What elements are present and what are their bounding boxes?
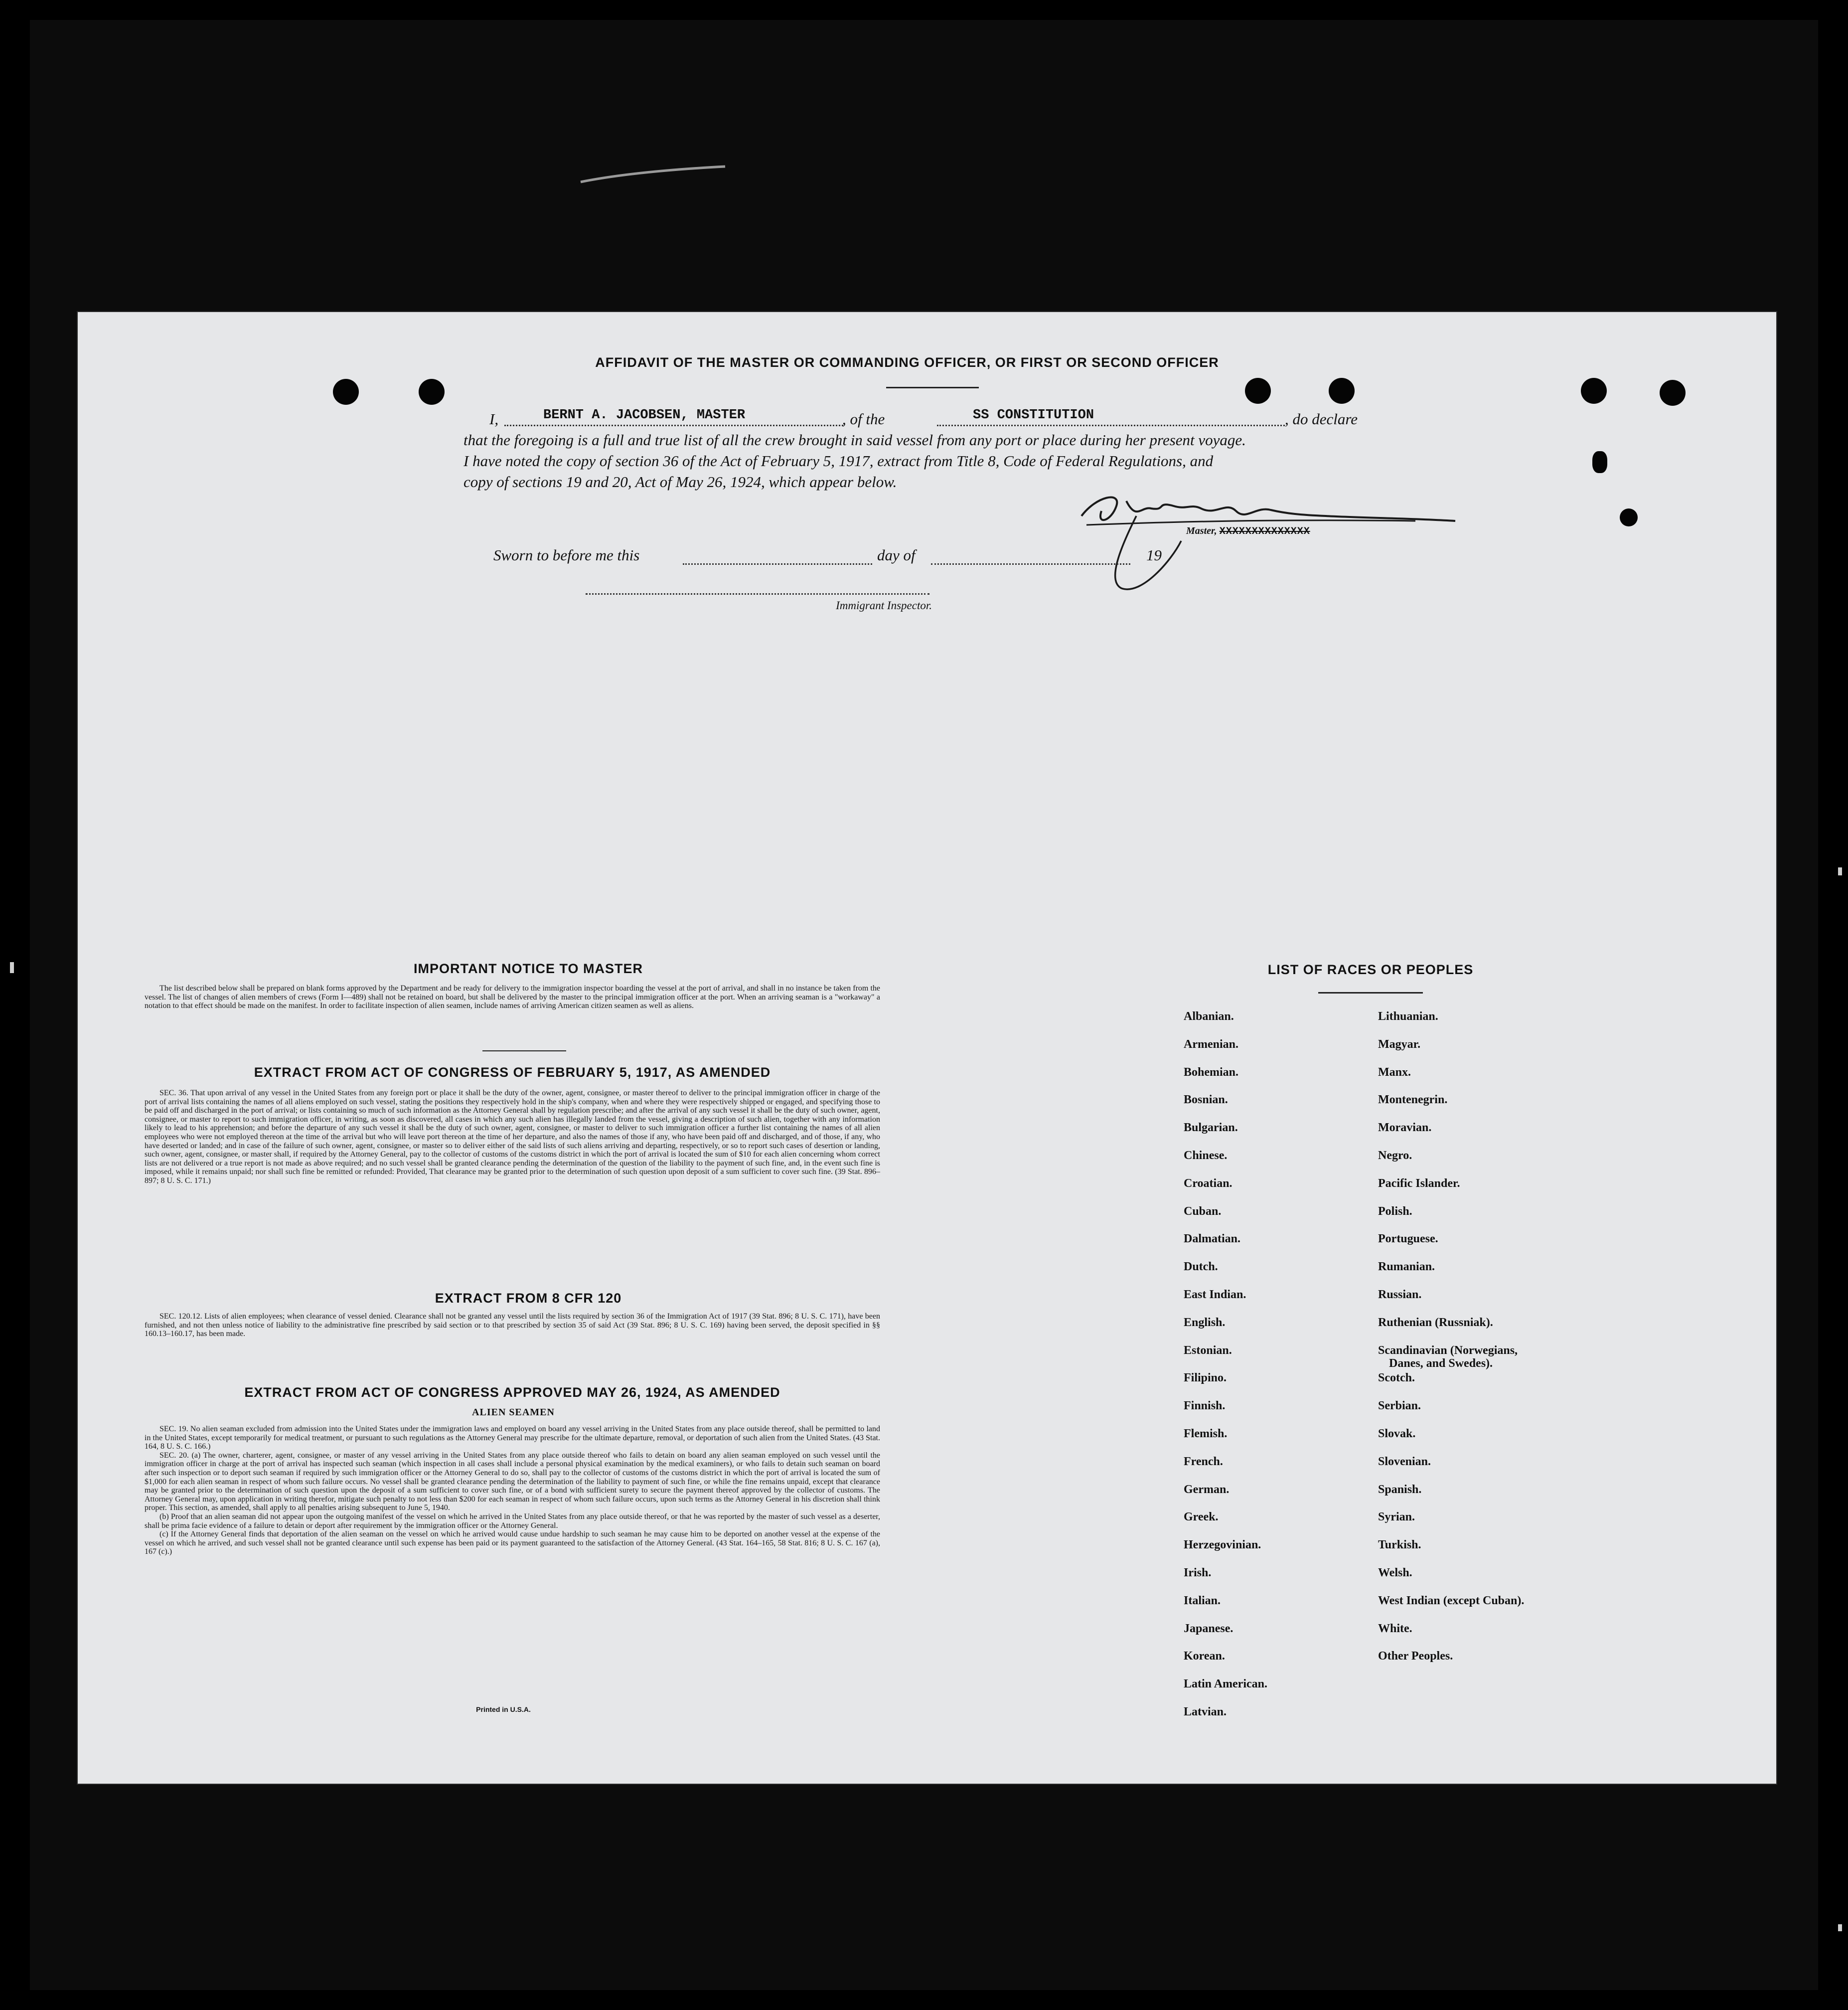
day-of-text: day of	[877, 546, 916, 564]
race-item: Albanian.	[1184, 1010, 1234, 1023]
inspector-label: Immigrant Inspector.	[836, 599, 932, 612]
notice-divider	[482, 1050, 566, 1051]
races-divider	[1318, 992, 1423, 994]
race-item: Spanish.	[1378, 1483, 1422, 1496]
extract-1917-body	[145, 1089, 880, 1185]
race-item: Dalmatian.	[1184, 1232, 1240, 1246]
text-i: I,	[489, 410, 499, 428]
extract-1917-title: EXTRACT FROM ACT OF CONGRESS OF FEBRUARY 5, 1917, AS AMENDED	[254, 1065, 771, 1080]
race-item: Pacific Islander.	[1378, 1176, 1460, 1190]
race-item: Danes, and Swedes).	[1389, 1356, 1493, 1370]
race-item: Manx.	[1378, 1065, 1411, 1079]
extract-1924-body	[145, 1425, 880, 1556]
race-item: Estonian.	[1184, 1343, 1232, 1357]
race-item: Welsh.	[1378, 1566, 1412, 1579]
text-of-the: , of the	[842, 410, 885, 428]
vessel-name: SS CONSTITUTION	[973, 408, 1094, 423]
punch-hole	[1660, 380, 1686, 406]
struck-titles: XXXXXXXXXXXXXX	[1219, 526, 1310, 537]
race-item: Bosnian.	[1184, 1093, 1228, 1107]
race-item: Syrian.	[1378, 1510, 1415, 1524]
stray-pen-mark	[578, 165, 728, 184]
sec-120-paragraph: SEC. 120.12. Lists of alien employees; when clearance of vessel denied. Clearance shall not be granted any vessel until the lists required by section 36 of the Immigration Act of 1917 (39 Stat. 896; 8 U. S. C. 171), have been furnished, and not then unless notice of liability to the administrative fine prescribed by said section or to that prescribed by section 35 of said Act (39 Stat. 896; 8 U. S. C. 169) having been served, the deposit specified in §§ 160.13–160.17, has been made.	[145, 1312, 880, 1339]
race-item: Chinese.	[1184, 1149, 1228, 1162]
affidavit-title: AFFIDAVIT OF THE MASTER OR COMMANDING OFFICER, OR FIRST OR SECOND OFFICER	[595, 355, 1219, 370]
race-item: East Indian.	[1184, 1288, 1246, 1301]
race-item: Filipino.	[1184, 1371, 1227, 1385]
printed-in-usa: Printed in U.S.A.	[476, 1705, 531, 1713]
race-item: Flemish.	[1184, 1427, 1228, 1440]
race-item: Turkish.	[1378, 1538, 1421, 1552]
race-item: Finnish.	[1184, 1399, 1226, 1413]
races-title: LIST OF RACES OR PEOPLES	[1267, 962, 1474, 977]
affidavit-line-2: that the foregoing is a full and true list of all the crew brought in said vessel from any port or place during her present voyage.	[463, 431, 1246, 449]
race-item: Ruthenian (Russniak).	[1378, 1316, 1493, 1329]
race-item: Herzegovinian.	[1184, 1538, 1261, 1552]
race-item: Slovak.	[1378, 1427, 1416, 1440]
affidavit-line-4: copy of sections 19 and 20, Act of May 26, 1924, which appear below.	[463, 473, 897, 491]
sworn-text: Sworn to before me this	[493, 546, 640, 564]
notice-title: IMPORTANT NOTICE TO MASTER	[414, 961, 643, 976]
title-divider	[886, 387, 979, 388]
race-item: Montenegrin.	[1378, 1093, 1448, 1107]
race-item: White.	[1378, 1622, 1412, 1635]
race-item: Latvian.	[1184, 1705, 1227, 1718]
race-item: Greek.	[1184, 1510, 1219, 1524]
signer-label: Master,	[1186, 525, 1217, 536]
affidavit-line-3: I have noted the copy of section 36 of the Act of February 5, 1917, extract from Title 8, Code of Federal Regulations, and	[463, 452, 1214, 470]
race-item: Dutch.	[1184, 1260, 1218, 1274]
race-item: Bulgarian.	[1184, 1121, 1238, 1135]
inspector-signature-line	[586, 593, 929, 595]
race-item: Magyar.	[1378, 1037, 1421, 1051]
master-signature	[1067, 486, 1465, 601]
race-item: West Indian (except Cuban).	[1378, 1594, 1525, 1607]
sworn-line	[493, 546, 1171, 568]
punch-hole	[1329, 378, 1355, 404]
extract-1924-title: EXTRACT FROM ACT OF CONGRESS APPROVED MAY 26, 1924, AS AMENDED	[244, 1385, 780, 1400]
race-item: Cuban.	[1184, 1204, 1222, 1218]
sec-20b-paragraph: (b) Proof that an alien seaman did not appear upon the outgoing manifest of the vessel on which he arrived in the United States from any place outside thereof, or that he was reported by the master of such vessel as a deserter, shall be prima facie evidence of a failure to detain or deport after requirement by the immigration officer or the Attorney General.	[145, 1512, 880, 1530]
race-item: Korean.	[1184, 1650, 1225, 1663]
race-item: Moravian.	[1378, 1121, 1432, 1135]
race-item: Japanese.	[1184, 1622, 1233, 1635]
race-item: French.	[1184, 1455, 1223, 1468]
race-item: Scandinavian (Norwegians,	[1378, 1343, 1518, 1357]
race-item: Polish.	[1378, 1204, 1412, 1218]
race-item: Rumanian.	[1378, 1260, 1435, 1274]
sworn-month-field	[931, 550, 1130, 565]
race-item: Russian.	[1378, 1288, 1422, 1301]
race-item: Italian.	[1184, 1594, 1221, 1607]
document-sheet	[78, 312, 1776, 1784]
race-item: Armenian.	[1184, 1037, 1238, 1051]
edge-mark	[10, 962, 14, 973]
race-item: Bohemian.	[1184, 1065, 1239, 1079]
race-item: Negro.	[1378, 1149, 1412, 1162]
punch-hole	[1245, 378, 1271, 404]
race-item: English.	[1184, 1316, 1226, 1329]
text-declare: , do declare	[1285, 410, 1358, 428]
race-item: Latin American.	[1184, 1677, 1267, 1691]
extract-8cfr-body	[145, 1312, 880, 1339]
master-signature-label	[1186, 525, 1395, 537]
sec-20a-paragraph: SEC. 20. (a) The owner, charterer, agent, consignee, or master of any vessel arriving in the United States from any place outside thereof who fails to detain on board any alien seaman employed on such vessel until the immigration officer in charge at the port of arrival has inspected such seaman (which inspection in all cases shall include a personal physical examination by the medical examiners), or who fails to detain such seaman on board after such inspection or to deport such seaman if required by such immigration officer or the Attorney General to do so, shall pay to the collector of customs of the customs district in which the port of arrival is located the sum of $1,000 for each alien seaman in respect of whom such failure occurs. No vessel shall be granted clearance pending the determination of the liability to payment of such fine, or while the fine remains unpaid, except that clearance may be granted prior to the determination of such question upon the deposit of a sum sufficient to cover such fine, or of a bond with sufficient surety to secure the payment thereof approved by the collector of customs. The Attorney General may, upon application in writing therefor, mitigate such penalty to not less than $200 for each seaman in respect of whom such failure occurs, upon such terms as the Attorney General in his discretion shall think proper. This section, as amended, shall apply to all penalties arising subsequent to June 5, 1940.	[145, 1451, 880, 1512]
race-item: Other Peoples.	[1378, 1650, 1453, 1663]
ink-mark	[1592, 451, 1607, 473]
punch-hole	[333, 379, 359, 405]
race-item: Irish.	[1184, 1566, 1212, 1579]
extract-8cfr-title: EXTRACT FROM 8 CFR 120	[435, 1291, 622, 1306]
declarant-line	[463, 409, 1405, 430]
edge-mark	[1838, 867, 1842, 875]
race-item: Lithuanian.	[1378, 1010, 1438, 1023]
race-item: Croatian.	[1184, 1176, 1232, 1190]
master-name: BERNT A. JACOBSEN, MASTER	[543, 408, 746, 423]
punch-hole	[1581, 378, 1607, 404]
race-item: Slovenian.	[1378, 1455, 1431, 1468]
race-item: Portuguese.	[1378, 1232, 1438, 1246]
race-item: Serbian.	[1378, 1399, 1421, 1413]
race-item: German.	[1184, 1483, 1230, 1496]
affidavit-body	[463, 409, 1405, 493]
notice-paragraph: The list described below shall be prepared on blank forms approved by the Department and be ready for delivery to the immigration inspector boarding the vessel at the port of arrival, and shall in no instance be taken from the vessel. The list of changes of alien members of crews (Form I—489) shall not be retained on board, but shall be delivered by the master to the principal immigration officer at the port. When an arriving seaman is a "workaway" a notation to that effect should be made on the manifest. In order to facilitate inspection of alien seamen, include names of arriving American citizen seamen as well as aliens.	[145, 984, 880, 1010]
edge-mark	[1838, 1924, 1842, 1931]
year-prefix: 19	[1146, 546, 1162, 564]
punch-hole	[419, 379, 445, 405]
sec-19-paragraph: SEC. 19. No alien seaman excluded from admission into the United States under the immigration laws and employed on board any vessel arriving in the United States from any place outside thereof, shall be permitted to land in the United States, except temporarily for medical treatment, or pursuant to such regulations as the Attorney General may prescribe for the ultimate departure, removal, or deportation of such alien from the United States. (43 Stat. 164, 8 U. S. C. 166.)	[145, 1425, 880, 1451]
race-item: Scotch.	[1378, 1371, 1415, 1385]
alien-seamen-subtitle: ALIEN SEAMEN	[472, 1407, 555, 1418]
punch-hole	[1620, 508, 1638, 526]
notice-body	[145, 984, 880, 1010]
sworn-day-field	[683, 550, 872, 565]
sec-36-paragraph: SEC. 36. That upon arrival of any vessel in the United States from any foreign port or place it shall be the duty of the owner, agent, consignee, or master thereof to deliver to the principal immigration officer in charge of the port of arrival lists containing the names of all aliens employed on such vessel, stating the positions they respectively hold in the ship's company, when and where they were respectively shipped or engaged, and specifying those to be paid off and discharged in the port of arrival; or lists containing so much of such information as the Attorney General shall by regulation prescribe; and after the arrival of any such vessel it shall be the duty of such owner, agent, consignee, or master to report to such immigration officer, in writing, as soon as discovered, all cases in which any such alien has illegally landed from the vessel, giving a description of such alien, together with any information likely to lead to his apprehension; and before the departure of any such vessel it shall be the duty of such owner, agent, consignee, or master to deliver to such immigration officer a further list containing the names of all alien employees who were not employed thereon at the time of the arrival but who will leave port thereon at the time of her departure, and also the names of those if any, who have been paid off and discharged, and of those, if any, who have deserted or landed; and in case of the failure of such owner, agent, consignee, or master so to deliver either of the said lists of such aliens arriving and departing, respectively, or so to report such cases of desertion or landing, such owner, agent, consignee, or master shall, if required by the Attorney General, pay to the collector of customs of the customs district in which the port of arrival is located the sum of $10 for each alien concerning whom correct lists are not delivered or a true report is not made as above required; and no such vessel shall be granted clearance pending the determination of the question of the liability to the payment of such fine, and, in the event such fine is imposed, while it remains unpaid; nor shall such fine be remitted or refunded: Provided, That clearance may be granted prior to the determination of such question upon deposit of a sum sufficient to cover such fine. (39 Stat. 896–897; 8 U. S. C. 171.)	[145, 1089, 880, 1185]
sec-20c-paragraph: (c) If the Attorney General finds that deportation of the alien seaman on the vessel on which he arrived would cause undue hardship to such seaman he may cause him to be deported on another vessel at the expense of the vessel on which he arrived, and such vessel shall not be granted clearance until such expense has been paid or its payment guaranteed to the satisfaction of the Attorney General. (43 Stat. 164–165, 58 Stat. 816; 8 U. S. C. 167 (a), 167 (c).)	[145, 1530, 880, 1556]
